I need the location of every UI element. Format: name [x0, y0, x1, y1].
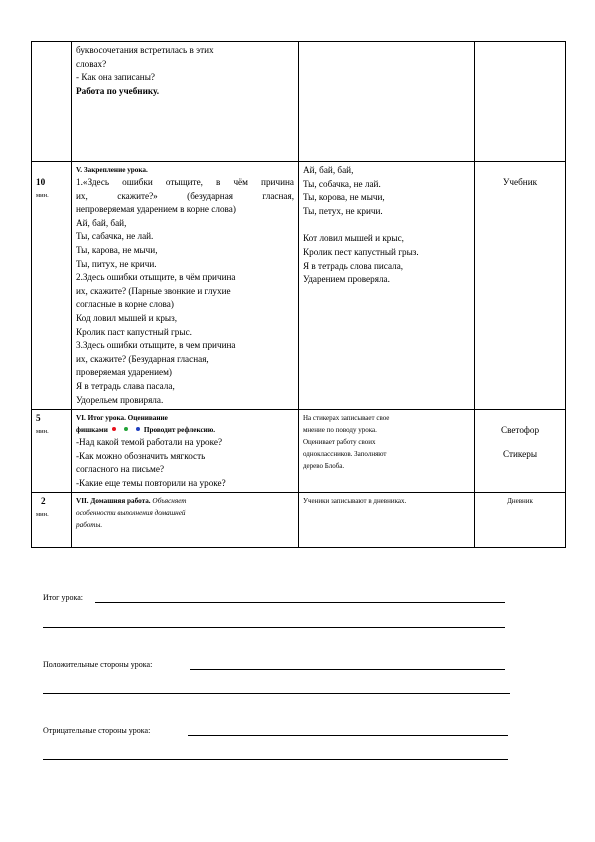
resource-label: Стикеры	[502, 448, 538, 459]
text-line: Работа по учебнику.	[76, 85, 160, 96]
summary-underline	[43, 627, 505, 628]
text-line: Удорельем провиряла.	[76, 394, 164, 405]
text-line: Я в тетрадь слова писала,	[303, 260, 404, 271]
table-row-homework	[32, 493, 566, 548]
text-line: Ты, корова, не мычи,	[303, 192, 385, 203]
blue-dot-icon	[136, 427, 140, 431]
table-row-summary	[32, 410, 566, 493]
resources-cell	[475, 162, 566, 410]
teacher-activity-cell	[72, 42, 299, 162]
negative-underline	[188, 735, 508, 736]
text-line: согласные в корне слова)	[76, 299, 174, 310]
text-line: непроверяемая ударением в корне слова)	[76, 204, 236, 215]
time-cell	[32, 410, 72, 493]
text-line: буквосочетания встретилась в этих	[76, 45, 214, 55]
student-activity-cell	[299, 42, 475, 162]
teacher-activity-cell	[72, 410, 299, 493]
text-line: их, скажите? (Безударная гласная,	[76, 353, 209, 364]
text-line: одноклассников. Заполняют	[303, 450, 387, 459]
green-dot-icon	[124, 427, 128, 431]
time-cell	[32, 493, 72, 548]
text-line: Ай, бай, бай,	[76, 217, 127, 228]
time-value: 2	[41, 496, 46, 507]
resources-cell	[475, 42, 566, 162]
positive-label: Положительные стороны урока:	[43, 660, 153, 669]
text-line: их, скажите?» (безударная гласная,	[76, 190, 294, 201]
text-line: особенности выполнения домашней	[76, 509, 186, 518]
text-line: Ты, сабачка, не лай.	[76, 231, 154, 242]
time-value: 5	[36, 413, 41, 424]
text-line: Ударением проверяла.	[303, 274, 390, 285]
stage-title: V. Закрепление урока.	[76, 166, 148, 174]
table-row-continuation	[32, 42, 566, 162]
time-unit: мин.	[36, 427, 49, 435]
stage-title-cont	[76, 424, 294, 436]
lesson-plan-table	[31, 41, 566, 548]
text-line: Ты, карова, не мычи,	[76, 244, 158, 255]
text-line: проверяемая ударением)	[76, 367, 172, 378]
text-line: Ай, бай, бай,	[303, 165, 354, 175]
student-activity-cell	[299, 410, 475, 493]
time-unit: мин.	[36, 511, 49, 519]
text-line: дерево Блоба.	[303, 462, 345, 471]
text-line: Ты, собачка, не лай.	[303, 178, 381, 189]
text-line: 1.«Здесь ошибки отыщите, в чём причина	[76, 177, 294, 187]
text-span: Объясняет	[152, 497, 187, 506]
text-line: мнение по поводу урока.	[303, 426, 377, 435]
positive-underline	[190, 669, 505, 670]
text-line: их, скажите? (Парные звонкие и глухие	[76, 285, 231, 296]
stage-title: VI. Итог урока. Оценивание	[76, 414, 168, 423]
positive-underline	[43, 693, 510, 694]
teacher-activity-cell	[72, 162, 299, 410]
resources-cell	[475, 493, 566, 548]
resources-cell	[475, 410, 566, 493]
summary-underline	[95, 602, 505, 603]
summary-label: Итог урока:	[43, 593, 83, 602]
text-line: Ученики записывают в дневниках.	[303, 497, 407, 506]
text-line: Ты, питух, не кричи.	[76, 258, 157, 269]
text-line: -Какие еще темы повторили на уроке?	[76, 477, 226, 488]
student-activity-cell	[299, 162, 475, 410]
text-line: работы.	[76, 521, 103, 530]
time-cell	[32, 42, 72, 162]
text-line: 2.Здесь ошибки отыщите, в чём причина	[76, 272, 236, 283]
resource-label: Дневник	[507, 497, 533, 506]
stage-title: VII. Домашняя работа.	[76, 497, 151, 506]
time-cell	[32, 162, 72, 410]
negative-underline	[43, 759, 508, 760]
text-span: фишками	[76, 426, 108, 435]
red-dot-icon	[112, 427, 116, 431]
stage-title-line	[76, 495, 294, 507]
text-line: Оценивает работу своих	[303, 438, 376, 447]
text-line: 3.Здесь ошибки отыщите, в чем причина	[76, 340, 236, 351]
text-line: -Как можно обозначить мягкость	[76, 450, 206, 461]
student-activity-cell	[299, 493, 475, 548]
text-line: согласного на письме?	[76, 464, 165, 475]
text-span: Проводит рефлексию.	[143, 426, 216, 435]
text-line: На стикерах записывает свое	[303, 414, 390, 423]
teacher-activity-cell	[72, 493, 299, 548]
text-line: Кролик пест капустный грыз.	[303, 246, 419, 257]
text-line: Код ловил мышей и крыз,	[76, 312, 178, 323]
resource-label: Учебник	[502, 177, 538, 187]
table-row-consolidation	[32, 162, 566, 410]
text-line: -Над какой темой работали на уроке?	[76, 437, 223, 448]
time-unit: мин.	[36, 191, 49, 199]
negative-label: Отрицательные стороны урока:	[43, 726, 151, 735]
text-line: словах?	[76, 58, 107, 69]
resource-label: Светофор	[500, 425, 540, 436]
text-line: Кот ловил мышей и крыс,	[303, 233, 404, 244]
text-line: Ты, петух, не кричи.	[303, 205, 383, 216]
text-line: Кролик паст капустный грыс.	[76, 326, 192, 337]
text-line: - Как она записаны?	[76, 72, 155, 83]
text-line: Я в тетрадь слава пасала,	[76, 380, 175, 391]
time-value: 10	[36, 177, 46, 187]
